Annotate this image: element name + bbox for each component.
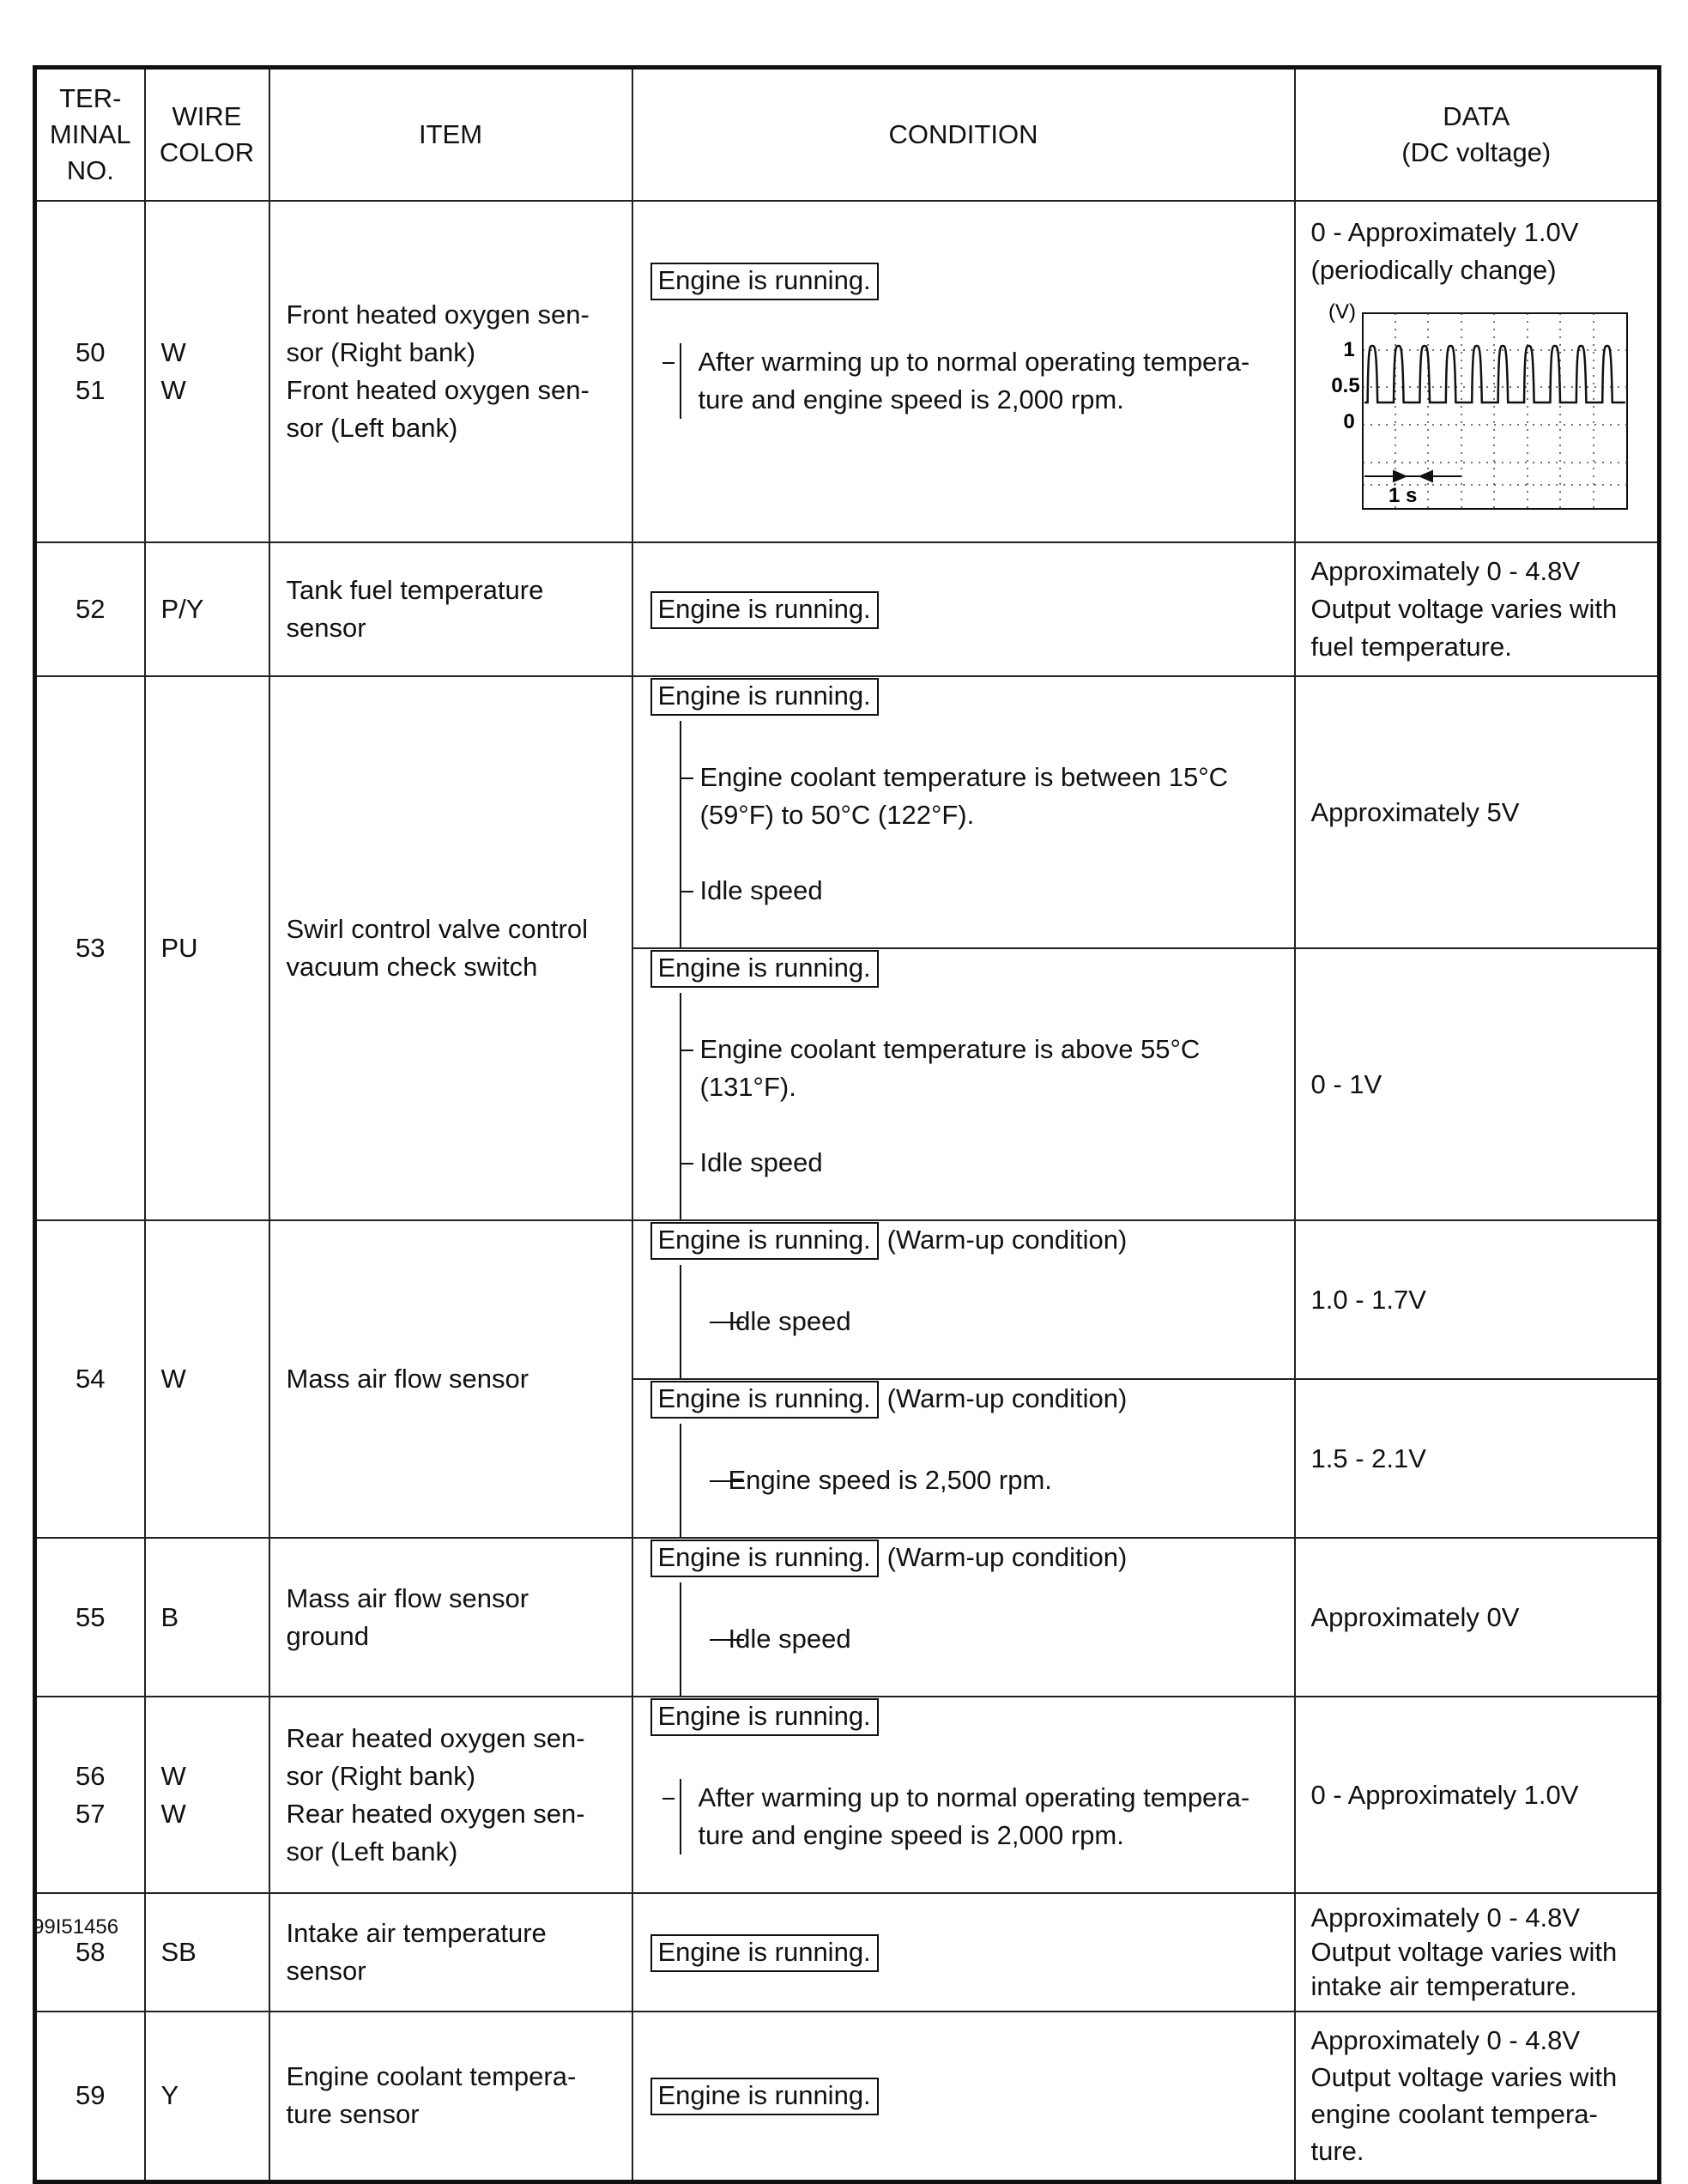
wire-color: P/Y: [145, 542, 269, 676]
graph-y-tick: 1: [1342, 338, 1355, 361]
wire-color: SB: [145, 1893, 269, 2012]
data-value: 1.5 - 2.1V: [1295, 1379, 1660, 1538]
wire-color: W W: [145, 1697, 269, 1893]
time-scale-marker: [1364, 471, 1461, 481]
header-wire-color: WIRE COLOR: [145, 68, 269, 202]
data-value: Approximately 5V: [1295, 676, 1660, 948]
table-row-59: [35, 2012, 1660, 2181]
item-label: Rear heated oxygen sen- sor (Right bank) Rear heated oxygen sen- sor (Left bank): [269, 1697, 632, 1893]
condition-suffix: (Warm-up condition): [886, 1225, 1128, 1255]
data-value: Approximately 0 - 4.8V Output voltage varies with intake air temperature.: [1295, 1893, 1660, 2012]
item-label: Mass air flow sensor ground: [269, 1538, 632, 1697]
condition-detail: [680, 993, 1286, 1219]
terminal-no: 50 51: [35, 201, 145, 542]
wire-color: B: [145, 1538, 269, 1697]
condition-detail: [680, 1582, 1286, 1696]
terminal-no: 53: [35, 676, 145, 1220]
condition-suffix: (Warm-up condition): [886, 1542, 1128, 1572]
condition-sub: After warming up to normal operating tempera- ture and engine speed is 2,000 rpm.: [680, 343, 1286, 419]
condition-sub: Engine coolant temperature is between 15°C (59°F) to 50°C (122°F).: [700, 759, 1286, 834]
table-row-58: [35, 1893, 1660, 2012]
table-row-53: [35, 676, 1660, 948]
condition-cell: [632, 1893, 1295, 2012]
condition-box: Engine is running.: [650, 1698, 879, 1736]
condition-cell: [632, 1379, 1295, 1538]
condition-box: Engine is running.: [650, 263, 879, 300]
figure-code: 99I51456: [33, 1915, 119, 1939]
header-terminal-no: TER- MINAL NO.: [35, 68, 145, 202]
item-label: Front heated oxygen sen- sor (Right bank) Front heated oxygen sen- sor (Left bank): [269, 201, 632, 542]
wire-color: PU: [145, 676, 269, 1220]
condition-cell: [632, 2012, 1295, 2181]
graph-time-label: 1 s: [1388, 484, 1417, 507]
wire-color: W: [145, 1220, 269, 1538]
condition-sub: Engine coolant temperature is above 55°C (131°F).: [700, 1031, 1286, 1106]
table-row-52: [35, 542, 1660, 676]
condition-detail: [680, 1265, 1286, 1378]
condition-box: Engine is running.: [650, 591, 879, 629]
condition-cell: [632, 948, 1295, 1220]
table-row-55: [35, 1538, 1660, 1697]
table-row-56-57: [35, 1697, 1660, 1893]
data-value: Approximately 0V: [1295, 1538, 1660, 1697]
condition-detail: [680, 306, 1286, 457]
condition-suffix: (Warm-up condition): [886, 1383, 1128, 1413]
condition-box: Engine is running.: [650, 1381, 879, 1419]
item-label: Swirl control valve control vacuum check switch: [269, 676, 632, 1220]
data-value: Approximately 0 - 4.8V Output voltage varies with fuel temperature.: [1295, 542, 1660, 676]
terminal-no: 55: [35, 1538, 145, 1697]
voltage-waveform-graph: [1311, 294, 1646, 517]
condition-cell: [632, 1220, 1295, 1379]
condition-box: Engine is running.: [650, 1934, 879, 1972]
header-item: ITEM: [269, 68, 632, 202]
condition-sub: After warming up to normal operating tempera- ture and engine speed is 2,000 rpm.: [680, 1779, 1286, 1854]
wire-color: Y: [145, 2012, 269, 2181]
data-value: 0 - Approximately 1.0V (periodically change): [1310, 217, 1579, 285]
header-condition: CONDITION: [632, 68, 1295, 202]
table-row-50-51: [35, 201, 1660, 542]
terminal-no: 59: [35, 2012, 145, 2181]
item-label: Mass air flow sensor: [269, 1220, 632, 1538]
condition-box: Engine is running.: [650, 950, 879, 988]
condition-detail: [680, 721, 1286, 947]
condition-cell: [632, 1538, 1295, 1697]
condition-box: Engine is running.: [650, 678, 879, 716]
condition-cell: [632, 201, 1295, 542]
item-label: Engine coolant tempera- ture sensor: [269, 2012, 632, 2181]
condition-cell: [632, 676, 1295, 948]
ecm-terminal-table: [33, 65, 1661, 2184]
wire-color: W W: [145, 201, 269, 542]
item-label: Intake air temperature sensor: [269, 1893, 632, 2012]
condition-sub: Idle speed: [700, 872, 1286, 910]
graph-y-tick: 0.5: [1330, 374, 1360, 397]
item-label: Tank fuel temperature sensor: [269, 542, 632, 676]
waveform-trace: [1364, 346, 1625, 402]
terminal-no: 52: [35, 542, 145, 676]
graph-y-tick: 0: [1342, 410, 1355, 433]
graph-y-unit: (V): [1328, 300, 1356, 324]
terminal-no: 54: [35, 1220, 145, 1538]
condition-box: Engine is running.: [650, 2078, 879, 2115]
condition-sub: Idle speed: [700, 1144, 1286, 1182]
data-value: 0 - 1V: [1295, 948, 1660, 1220]
header-data: DATA (DC voltage): [1295, 68, 1660, 202]
condition-detail: [680, 1424, 1286, 1537]
graph-frame: [1363, 313, 1627, 509]
data-value: 0 - Approximately 1.0V: [1295, 1697, 1660, 1893]
condition-sub: Engine speed is 2,500 rpm.: [729, 1461, 1286, 1499]
terminal-no: 58: [35, 1893, 145, 2012]
condition-box: Engine is running.: [650, 1540, 879, 1577]
data-value: 1.0 - 1.7V: [1295, 1220, 1660, 1379]
condition-box: Engine is running.: [650, 1222, 879, 1260]
condition-sub: Idle speed: [729, 1620, 1286, 1658]
condition-detail: [680, 1741, 1286, 1892]
condition-sub: Idle speed: [729, 1303, 1286, 1340]
data-cell: [1295, 201, 1660, 542]
graph-grid: [1363, 313, 1627, 509]
condition-cell: [632, 1697, 1295, 1893]
header-row: [35, 68, 1660, 202]
terminal-no: 56 57: [35, 1697, 145, 1893]
data-value: Approximately 0 - 4.8V Output voltage varies with engine coolant tempera- ture.: [1295, 2012, 1660, 2181]
table-row-54: [35, 1220, 1660, 1379]
condition-cell: [632, 542, 1295, 676]
